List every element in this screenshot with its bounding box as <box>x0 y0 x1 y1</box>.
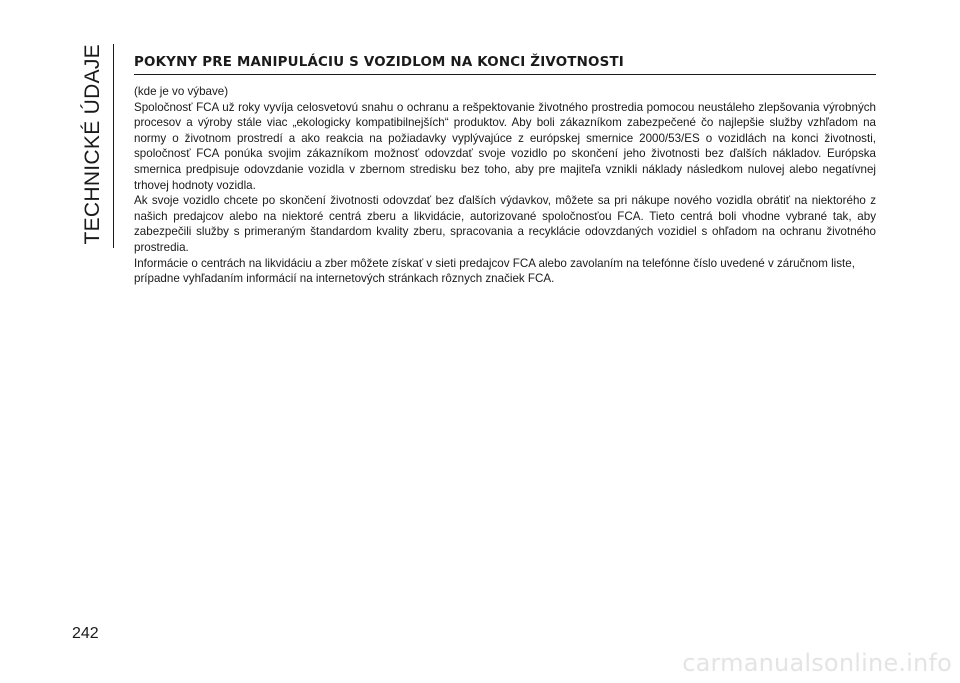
site-watermark: carmanualsonline.info <box>682 649 952 677</box>
section-title-vertical: TECHNICKÉ ÚDAJE <box>80 44 114 248</box>
page-number: 242 <box>72 625 99 642</box>
body-text <box>134 84 876 287</box>
side-section-tab <box>80 44 114 248</box>
section-heading-block <box>134 55 876 75</box>
paragraph-return-vehicle: Ak svoje vozidlo chcete po skončení životnosti odovzdať bez ďalších výdavkov, môžete sa pri nákupe nového vozidla obrátiť na niektorého z našich predajcov alebo na niektoré centrá zberu a likvidácie, autorizované spoločnosťou FCA. Tieto centrá boli vhodne vybrané tak, aby zabezpečili služby s primeraným štandardom kvality zberu, spracovania a recyklácie odovzdaných vozidiel s ohľadom na ochranu životného prostredia. <box>134 194 876 254</box>
paragraph-intro: Spoločnosť FCA už roky vyvíja celosvetovú snahu o ochranu a rešpektovanie životného prostredia pomocou neustáleho zlepšovania výrobných procesov a výroby stále viac „ekologicky kompatibilnejších“ produktov. Aby boli zákazníkom zabezpečené čo najlepšie služby vzhľadom na normy o životnom prostredí a ako reakcia na požiadavky vyplývajúce z európskej smernice 2000/53/ES o vozidlách na konci životnosti, spoločnosť FCA ponúka svojim zákazníkom možnosť odovzdať svoje vozidlo po skončení jeho životnosti bez ďalších nákladov. Európska smernica predpisuje odovzdanie vozidla v zbernom stredisku bez toho, aby pre majiteľa vznikli náklady následkom nulovej alebo negatívnej trhovej hodnoty vozidla. <box>134 100 876 192</box>
page-heading: POKYNY PRE MANIPULÁCIU S VOZIDLOM NA KONCI ŽIVOTNOSTI <box>134 55 876 75</box>
paragraph-information: Informácie o centrách na likvidáciu a zber môžete získať v sieti predajcov FCA alebo zavolaním na telefónne číslo uvedené v záručnom liste, prípadne vyhľadaním informácií na internetových stránkach rôznych značiek FCA. <box>134 256 855 286</box>
paragraph-availability-note: (kde je vo výbave) <box>134 85 229 98</box>
